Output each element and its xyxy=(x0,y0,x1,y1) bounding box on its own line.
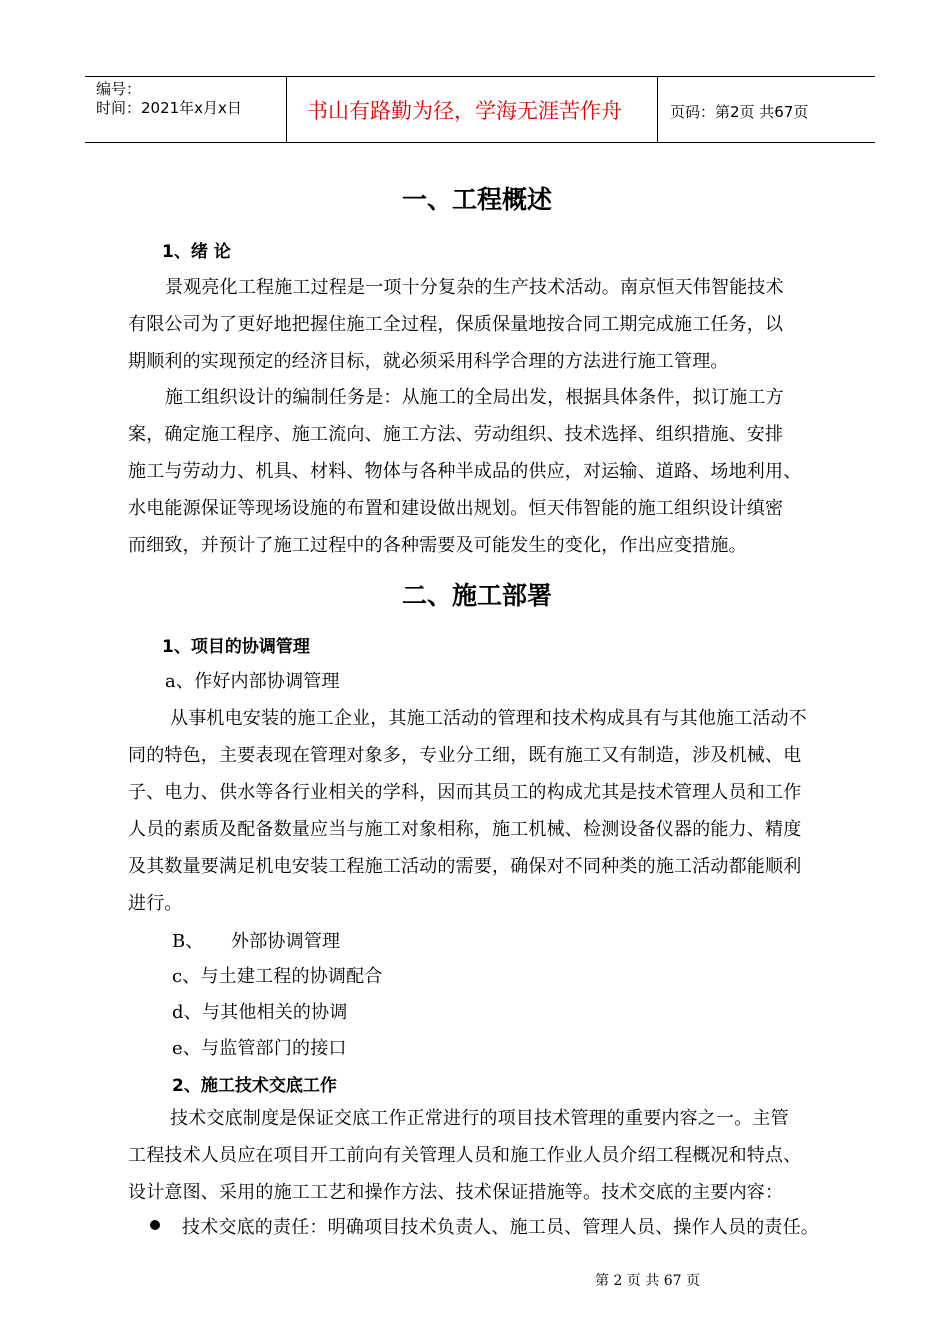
paragraph-line: 工程技术人员应在项目开工前向有关管理人员和施工作业人员介绍工程概况和特点、 xyxy=(128,1145,802,1166)
paragraph-line: 进行。 xyxy=(128,893,183,914)
bullet-icon xyxy=(150,1220,160,1230)
paragraph-line: 施工与劳动力、机具、材料、物体与各种半成品的供应，对运输、道路、场地利用、 xyxy=(128,461,802,482)
header-time: 时间：2021年x月x日 xyxy=(96,99,242,117)
list-item-e: e、与监管部门的接口 xyxy=(172,1038,347,1059)
paragraph-line: 技术交底制度是保证交底工作正常进行的项目技术管理的重要内容之一。主管 xyxy=(170,1108,789,1129)
paragraph-line: 子、电力、供水等各行业相关的学科，因而其员工的构成尤其是技术管理人员和工作 xyxy=(128,782,802,803)
paragraph-line: 案，确定施工程序、施工流向、施工方法、劳动组织、技术选择、组织措施、安排 xyxy=(128,424,784,445)
bullet-item: 技术交底的责任：明确项目技术负责人、施工员、管理人员、操作人员的责任。 xyxy=(182,1217,819,1238)
paragraph-line: 设计意图、采用的施工工艺和操作方法、技术保证措施等。技术交底的主要内容： xyxy=(128,1182,784,1203)
footer-page-number: 第 2 页 共 67 页 xyxy=(595,1273,700,1289)
paragraph-line: 从事机电安装的施工企业，其施工活动的管理和技术构成具有与其他施工活动不 xyxy=(170,708,807,729)
list-item-c: c、与土建工程的协调配合 xyxy=(172,966,383,987)
subsection-title-coordination: 1、项目的协调管理 xyxy=(162,637,310,657)
list-item-d: d、与其他相关的协调 xyxy=(172,1002,348,1023)
paragraph-line: 施工组织设计的编制任务是：从施工的全局出发，根据具体条件，拟订施工方 xyxy=(165,387,784,408)
section-title-deployment: 二、施工部署 xyxy=(402,581,553,610)
header-top-rule xyxy=(85,76,875,77)
list-item-b: B、 外部协调管理 xyxy=(172,931,341,952)
paragraph-line: 而细致，并预计了施工过程中的各种需要及可能发生的变化，作出应变措施。 xyxy=(128,535,747,556)
header-divider-left xyxy=(286,76,287,142)
paragraph-line: 有限公司为了更好地把握住施工全过程，保质保量地按合同工期完成施工任务，以 xyxy=(128,314,784,335)
paragraph-line: 同的特色，主要表现在管理对象多，专业分工细，既有施工又有制造，涉及机械、电 xyxy=(128,745,802,766)
header-bottom-rule xyxy=(85,142,875,143)
paragraph-line: 景观亮化工程施工过程是一项十分复杂的生产技术活动。南京恒天伟智能技术 xyxy=(165,277,784,298)
header-motto: 书山有路勤为径，学海无涯苦作舟 xyxy=(307,99,622,123)
header-divider-right xyxy=(657,76,658,142)
list-item-a: a、作好内部协调管理 xyxy=(165,671,340,692)
section-title-overview: 一、工程概述 xyxy=(402,185,553,214)
paragraph-line: 水电能源保证等现场设施的布置和建设做出规划。恒天伟智能的施工组织设计缜密 xyxy=(128,498,784,519)
subsection-title-intro: 1、绪 论 xyxy=(162,242,231,262)
paragraph-line: 期顺利的实现预定的经济目标，就必须采用科学合理的方法进行施工管理。 xyxy=(128,351,729,372)
paragraph-line: 及其数量要满足机电安装工程施工活动的需要，确保对不同种类的施工活动都能顺利 xyxy=(128,856,802,877)
paragraph-line: 人员的素质及配备数量应当与施工对象相称，施工机械、检测设备仪器的能力、精度 xyxy=(128,819,802,840)
header-number: 编号： xyxy=(96,80,142,98)
subsection-title-briefing: 2、施工技术交底工作 xyxy=(172,1076,337,1096)
header-page: 页码：第2页 共67页 xyxy=(670,103,809,121)
